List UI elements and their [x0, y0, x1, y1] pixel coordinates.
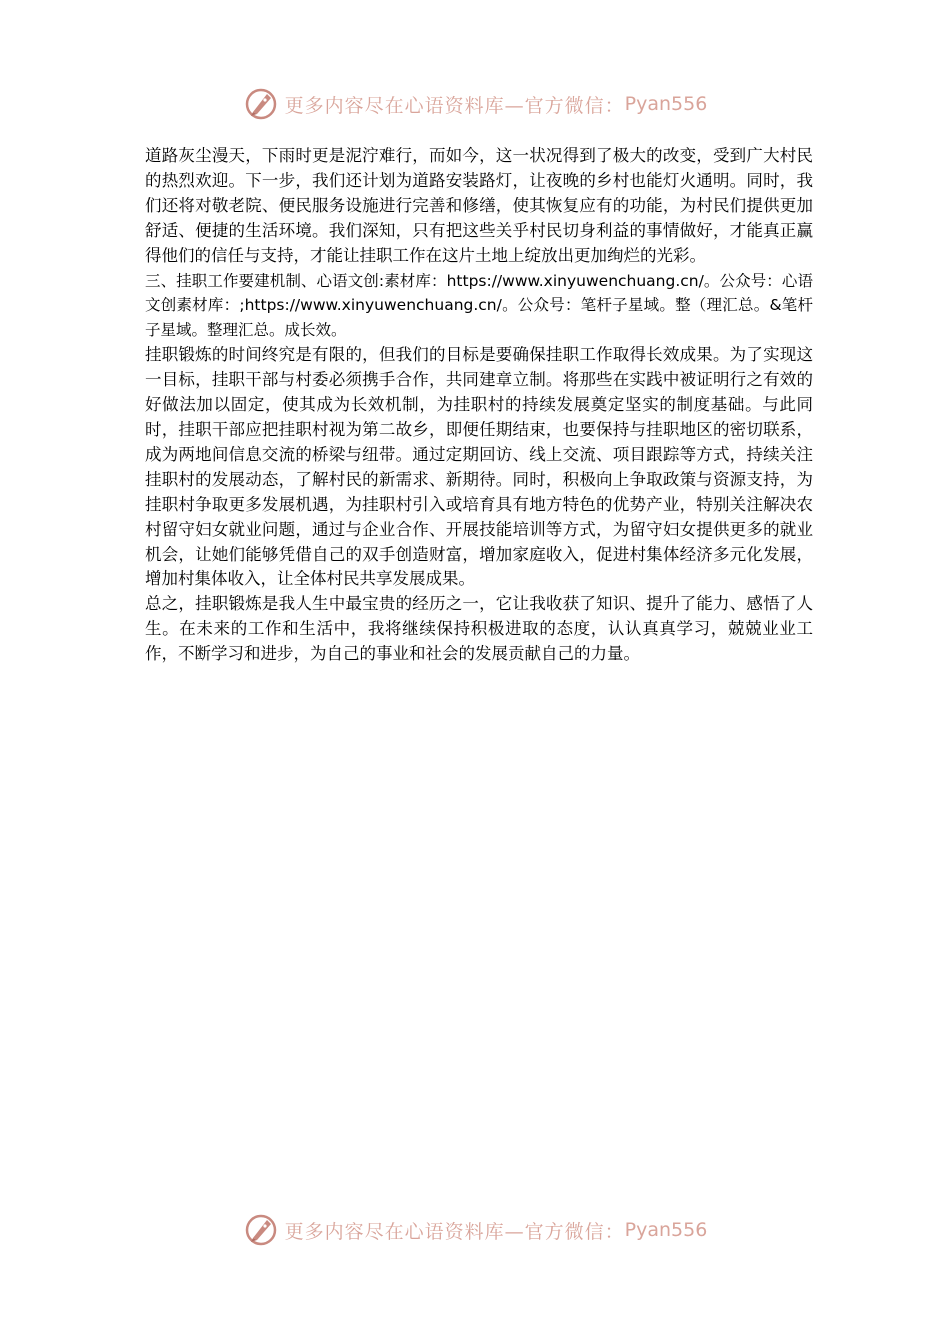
- section-heading: 三、挂职工作要建机制、心语文创:素材库：https://www.xinyuwenchuang.cn/。公众号：心语文创素材库：;https://www.xinyuwenchuang.cn/。公众号：笔杆子星域。整（理汇总。&笔杆子星域。整理汇总。成长效。: [145, 271, 813, 340]
- header-contact: Pyan556: [624, 93, 708, 115]
- footer-slogan: 更多内容尽在心语资料库—官方微信：: [284, 1220, 625, 1243]
- pen-nib-logo-icon: [243, 1212, 279, 1248]
- pen-nib-logo-icon: [243, 86, 279, 122]
- paragraph-3: 总之，挂职锻炼是我人生中最宝贵的经历之一，它让我收获了知识、提升了能力、感悟了人生。在未来的工作和生活中，我将继续保持积极进取的态度，认认真真学习，兢兢业业工作，不断学习和进步，为自己的事业和社会的发展贡献自己的力量。: [145, 594, 813, 664]
- paragraph-2: 挂职锻炼的时间终究是有限的，但我们的目标是要确保挂职工作取得长效成果。为了实现这一目标，挂职干部与村委必须携手合作，共同建章立制。将那些在实践中被证明行之有效的好做法加以固定，使其成为长效机制，为挂职村的持续发展奠定坚实的制度基础。与此同时，挂职干部应把挂职村视为第二故乡，即便任期结束，也要保持与挂职地区的密切联系，成为两地间信息交流的桥梁与纽带。通过定期回访、线上交流、项目跟踪等方式，持续关注挂职村的发展动态，了解村民的新需求、新期待。同时，积极向上争取政策与资源支持，为挂职村争取更多发展机遇，为挂职村引入或培育具有地方特色的优势产业，特别关注解决农村留守妇女就业问题，通过与企业合作、开展技能培训等方式，为留守妇女提供更多的就业机会，让她们能够凭借自己的双手创造财富，增加家庭收入，促进村集体经济多元化发展，增加村集体收入，让全体村民共享发展成果。: [145, 345, 813, 589]
- footer-banner: [0, 1210, 950, 1250]
- paragraph-1: 道路灰尘漫天，下雨时更是泥泞难行，而如今，这一状况得到了极大的改变，受到广大村民的热烈欢迎。下一步，我们还计划为道路安装路灯，让夜晚的乡村也能灯火通明。同时，我们还将对敬老院、便民服务设施进行完善和修缮，使其恢复应有的功能，为村民们提供更加舒适、便捷的生活环境。我们深知，只有把这些关乎村民切身利益的事情做好，才能真正赢得他们的信任与支持，才能让挂职工作在这片土地上绽放出更加绚烂的光彩。: [145, 146, 813, 265]
- footer-contact: Pyan556: [624, 1219, 708, 1241]
- document-body: [145, 144, 813, 667]
- header-banner: [0, 84, 950, 124]
- header-slogan: 更多内容尽在心语资料库—官方微信：: [284, 94, 625, 117]
